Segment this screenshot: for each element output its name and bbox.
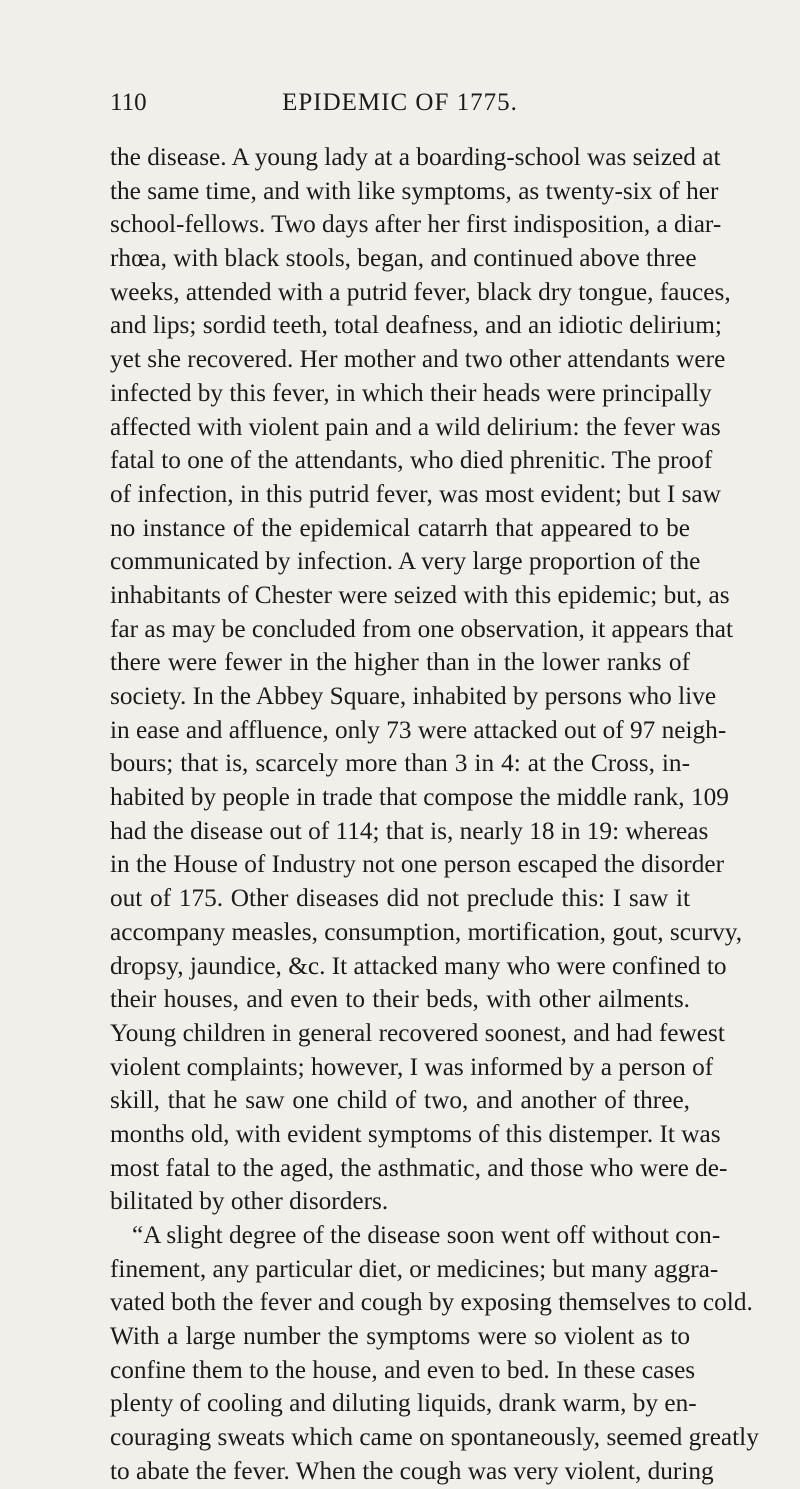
text-line: months old, with evident symptoms of this distemper. It was: [110, 1119, 721, 1148]
text-line: society. In the Abbey Square, inhabited by persons who live: [110, 682, 717, 710]
text-line: no instance of the epidemical catarrh that appeared to be: [110, 513, 690, 542]
page-number: 110: [110, 89, 147, 116]
text-line: there were fewer in the higher than in the lower ranks of: [110, 648, 690, 677]
text-line: infected by this fever, in which their heads were principally: [110, 378, 712, 407]
text-line: of infection, in this putrid fever, was most evident; but I saw: [110, 479, 721, 508]
text-line: inhabitants of Chester were seized with this epidemic; but, as: [110, 580, 730, 609]
text-line: plenty of cooling and diluting liquids, drank warm, by en-: [110, 1389, 697, 1418]
text-line: confine them to the house, and even to bed. In these cases: [110, 1355, 696, 1384]
text-line: out of 175. Other diseases did not preclude this: I saw it: [110, 884, 690, 913]
text-line: to abate the fever. When the cough was very violent, during: [110, 1456, 714, 1485]
text-line: affected with violent pain and a wild delirium: the fever was: [110, 412, 721, 441]
text-line: the same time, and with like symptoms, as twenty-six of her: [110, 176, 719, 205]
paragraph-end-line: bilitated by other disorders.: [110, 1187, 389, 1216]
text-line: accompany measles, consumption, mortification, gout, scurvy,: [110, 917, 743, 946]
text-line: most fatal to the aged, the asthmatic, and those who were de-: [110, 1153, 728, 1182]
text-line: far as may be concluded from one observation, it appears that: [110, 614, 734, 643]
text-line: school-fellows. Two days after her first indisposition, a diar-: [110, 210, 722, 239]
text-line: fatal to one of the attendants, who died phrenitic. The proof: [110, 446, 713, 475]
text-line: skill, that he saw one child of two, and another of three,: [110, 1086, 690, 1115]
text-line: yet she recovered. Her mother and two other attendants were: [110, 345, 726, 374]
text-line: weeks, attended with a putrid fever, black dry tongue, fauces,: [110, 277, 731, 306]
text-line: their houses, and even to their beds, with other ailments.: [110, 985, 690, 1014]
text-line: rhœa, with black stools, began, and continued above three: [110, 244, 697, 273]
text-line: the disease. A young lady at a boarding-school was seized at: [110, 143, 721, 171]
text-line: violent complaints; however, I was informed by a person of: [110, 1052, 714, 1081]
text-line: bours; that is, scarcely more than 3 in 4: at the Cross, in-: [110, 749, 690, 778]
text-line: finement, any particular diet, or medicines; but many aggra-: [110, 1254, 719, 1283]
text-line: vated both the fever and cough by exposing themselves to cold.: [110, 1288, 753, 1317]
body-text: [110, 141, 759, 1489]
text-line: communicated by infection. A very large proportion of the: [110, 547, 701, 576]
text-line: couraging sweats which came on spontaneously, seemed greatly: [110, 1423, 759, 1452]
running-title: EPIDEMIC OF 1775.: [282, 89, 518, 116]
text-line: in the House of Industry not one person escaped the disorder: [110, 850, 724, 879]
text-line: With a large number the symptoms were so violent as to: [110, 1322, 690, 1351]
text-line: Young children in general recovered soonest, and had fewest: [110, 1018, 725, 1047]
running-head: [110, 86, 690, 120]
text-line: dropsy, jaundice, &c. It attacked many who were confined to: [110, 951, 727, 980]
text-line: habited by people in trade that compose the middle rank, 109: [110, 783, 729, 812]
paragraph-start-line: “A slight degree of the disease soon went off without con-: [132, 1221, 721, 1249]
text-line: in ease and affluence, only 73 were attacked out of 97 neigh-: [110, 715, 727, 744]
text-line: had the disease out of 114; that is, nearly 18 in 19: whereas: [110, 816, 709, 845]
text-line: and lips; sordid teeth, total deafness, and an idiotic delirium;: [110, 311, 722, 340]
